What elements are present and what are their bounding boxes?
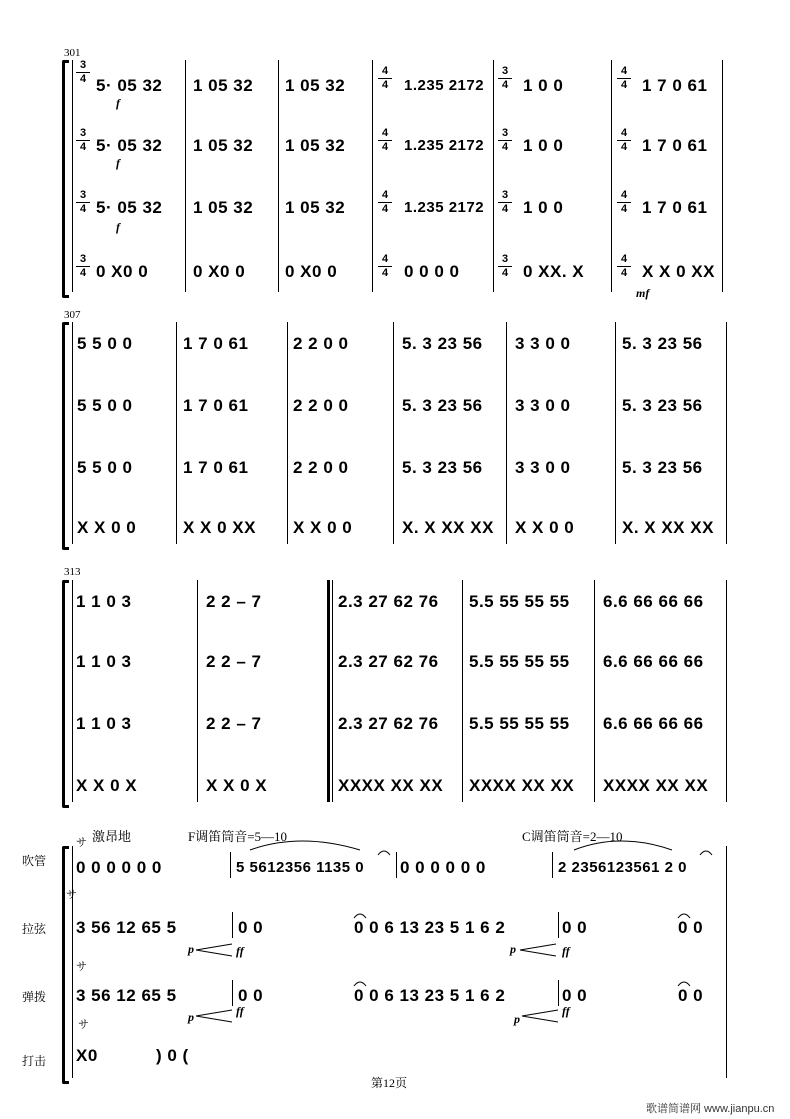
instrument-label: 弹拨 (22, 990, 47, 1004)
time-signature: 3 4 (76, 190, 90, 215)
notation-cell: 1 05 32 (285, 198, 346, 217)
notation-cell: 0 0 (678, 986, 704, 1005)
barline (230, 852, 231, 878)
notation-cell: 1 7 0 61 (642, 136, 708, 155)
notation-cell: 3 56 12 65 5 (76, 986, 177, 1005)
dynamic-mark: p (188, 942, 194, 956)
notation-cell: 2.3 27 62 76 (338, 714, 439, 733)
notation-cell: X X 0 0 (77, 518, 137, 537)
time-signature: 4 4 (617, 128, 631, 153)
notation-cell: 2.3 27 62 76 (338, 652, 439, 671)
barline (232, 980, 233, 1006)
dynamic-mark: f (116, 96, 120, 110)
crescendo-hairpin (196, 944, 232, 956)
notation-cell: 1 7 0 61 (183, 458, 249, 477)
page-number: 第12页 (371, 1076, 408, 1090)
flute-tuning-heading: C调笛筒音=2—10 (522, 829, 623, 844)
notation-cell: 0 0 6 13 23 5 1 6 2 (354, 918, 506, 937)
dynamic-mark: ff (562, 944, 570, 958)
flute-tuning-heading: F调笛筒音=5—10 (188, 829, 288, 844)
notation-cell: 2 2 0 0 (293, 334, 349, 353)
instrument-label: 打击 (22, 1054, 47, 1068)
notation-cell: 5 5612356 1135 0 (236, 859, 365, 876)
notation-cell: 1 1 0 3 (76, 592, 132, 611)
notation-cell: X0 (76, 1046, 98, 1065)
notation-cell: 0 0 (678, 918, 704, 937)
notation-cell: 2 2 – 7 (206, 714, 262, 733)
notation-cell: 1.235 2172 (404, 199, 485, 216)
notation-cell: X X 0 X (76, 776, 138, 795)
notation-cell: 5.5 55 55 55 (469, 652, 570, 671)
barline (726, 580, 727, 802)
notation-cell: 1 7 0 61 (183, 396, 249, 415)
time-signature: 3 4 (498, 128, 512, 153)
notation-cell: 6.6 66 66 66 (603, 714, 704, 733)
time-signature: 4 4 (617, 190, 631, 215)
crescendo-hairpin (520, 944, 556, 956)
notation-cell: 0 X0 0 (285, 262, 338, 281)
notation-cell: 0 0 0 0 0 0 (76, 858, 162, 877)
notation-cell: 0 0 (562, 918, 588, 937)
dynamic-mark: ff (562, 1004, 570, 1018)
notation-cell: 5 5 0 0 (77, 396, 133, 415)
barline (72, 580, 73, 802)
notation-cell: 1 7 0 61 (642, 76, 708, 95)
dynamic-mark: ff (236, 944, 244, 958)
dynamic-mark: f (116, 220, 120, 234)
notation-cell: 1 05 32 (193, 136, 254, 155)
dynamic-mark: p (514, 1012, 520, 1026)
crescendo-hairpin (196, 1010, 232, 1022)
notation-cell: XXXX XX XX (603, 776, 709, 795)
barline (722, 60, 723, 292)
notation-cell: 1 05 32 (285, 136, 346, 155)
notation-cell: X X 0 0 (293, 518, 353, 537)
barline (462, 580, 463, 802)
notation-cell: 1 0 0 (523, 198, 564, 217)
free-tempo-mark: サ (66, 889, 77, 901)
notation-cell: 1 05 32 (285, 76, 346, 95)
fermata (700, 851, 712, 855)
notation-cell: 2 2 0 0 (293, 396, 349, 415)
system-brace (62, 60, 69, 298)
time-signature: 3 4 (498, 66, 512, 91)
notation-cell: X. X XX XX (402, 518, 494, 537)
tempo-heading: 激昂地 (92, 829, 132, 844)
notation-cell: 0 X0 0 (193, 262, 246, 281)
notation-cell: 1 05 32 (193, 76, 254, 95)
barline (552, 852, 553, 878)
dynamic-mark: ff (236, 1004, 244, 1018)
repeat-barline (327, 580, 330, 802)
time-signature: 3 4 (498, 190, 512, 215)
notation-cell: 0 0 6 13 23 5 1 6 2 (354, 986, 506, 1005)
time-signature: 3 4 (76, 60, 90, 85)
notation-cell: 0 0 (238, 986, 264, 1005)
notation-cell: X X 0 XX (183, 518, 256, 537)
notation-cell: 2 2 – 7 (206, 652, 262, 671)
notation-cell: X X 0 X (206, 776, 268, 795)
notation-cell: 5· 05 32 (96, 76, 163, 95)
system-brace (62, 580, 69, 808)
notation-cell: 1.235 2172 (404, 137, 485, 154)
barline (176, 322, 177, 544)
notation-cell: 2 2 0 0 (293, 458, 349, 477)
barline (506, 322, 507, 544)
notation-cell: X. X XX XX (622, 518, 714, 537)
notation-cell: 5. 3 23 56 (622, 396, 703, 415)
notation-cell: X X 0 XX (642, 262, 715, 281)
notation-cell: 5. 3 23 56 (622, 334, 703, 353)
barline (72, 322, 73, 544)
notation-cell: 5.5 55 55 55 (469, 592, 570, 611)
notation-cell: 6.6 66 66 66 (603, 592, 704, 611)
time-signature: 4 4 (378, 128, 392, 153)
time-signature: 4 4 (617, 254, 631, 279)
barline (726, 322, 727, 544)
notation-cell: 5. 3 23 56 (402, 396, 483, 415)
measure-number: 313 (64, 566, 81, 578)
notation-cell: 5.5 55 55 55 (469, 714, 570, 733)
time-signature: 4 4 (378, 190, 392, 215)
notation-cell: 1 0 0 (523, 76, 564, 95)
time-signature: 4 4 (378, 66, 392, 91)
barline (332, 580, 333, 802)
notation-cell: 1 7 0 61 (642, 198, 708, 217)
time-signature: 3 4 (76, 128, 90, 153)
notation-cell: 0 0 0 0 0 0 (400, 858, 486, 877)
notation-cell: 5· 05 32 (96, 198, 163, 217)
notation-cell: 1 1 0 3 (76, 652, 132, 671)
time-signature: 3 4 (498, 254, 512, 279)
time-signature: 4 4 (378, 254, 392, 279)
notation-cell: 3 3 0 0 (515, 396, 571, 415)
time-signature: 4 4 (617, 66, 631, 91)
free-tempo-mark: サ (78, 1019, 89, 1031)
free-tempo-mark: サ (76, 961, 87, 973)
instrument-label: 吹管 (22, 854, 47, 868)
dynamic-mark: p (510, 942, 516, 956)
crescendo-hairpin (522, 1010, 558, 1022)
dynamic-mark: p (188, 1010, 194, 1024)
notation-cell: 0 XX. X (523, 262, 585, 281)
notation-cell: 0 X0 0 (96, 262, 149, 281)
notation-cell: 2 2 – 7 (206, 592, 262, 611)
notation-cell: 5 5 0 0 (77, 334, 133, 353)
barline (278, 60, 279, 292)
notation-cell: XXXX XX XX (338, 776, 444, 795)
barline (726, 846, 727, 1078)
time-signature: 3 4 (76, 254, 90, 279)
notation-cell: 0 0 (562, 986, 588, 1005)
barline (232, 912, 233, 938)
barline (287, 322, 288, 544)
barline (197, 580, 198, 802)
notation-cell: 2 2356123561 2 0 (558, 859, 687, 876)
notation-cell: 6.6 66 66 66 (603, 652, 704, 671)
watermark: 歌谱简谱网 www.jianpu.cn (646, 1103, 775, 1115)
notation-cell: 1 0 0 (523, 136, 564, 155)
barline (615, 322, 616, 544)
notation-cell: X X 0 0 (515, 518, 575, 537)
barline (396, 852, 397, 878)
barline (493, 60, 494, 292)
barline (558, 912, 559, 938)
notation-cell: 3 3 0 0 (515, 458, 571, 477)
system-brace (62, 322, 69, 550)
notation-cell: 2.3 27 62 76 (338, 592, 439, 611)
free-tempo-mark: サ (76, 837, 87, 849)
notation-cell: 1.235 2172 (404, 77, 485, 94)
barline (594, 580, 595, 802)
notation-cell: 5· 05 32 (96, 136, 163, 155)
barline (72, 60, 73, 292)
system-brace (62, 846, 69, 1084)
barline (393, 322, 394, 544)
measure-number: 301 (64, 47, 81, 59)
notation-cell: 3 3 0 0 (515, 334, 571, 353)
barline (372, 60, 373, 292)
notation-cell: 1 1 0 3 (76, 714, 132, 733)
barline (185, 60, 186, 292)
notation-cell: 0 0 0 0 (404, 262, 460, 281)
measure-number: 307 (64, 309, 81, 321)
notation-cell: 5. 3 23 56 (402, 334, 483, 353)
notation-cell: 3 56 12 65 5 (76, 918, 177, 937)
dynamic-mark: f (116, 156, 120, 170)
fermata (378, 851, 390, 855)
barline (72, 846, 73, 1078)
barline (611, 60, 612, 292)
notation-cell: 5. 3 23 56 (402, 458, 483, 477)
notation-cell: XXXX XX XX (469, 776, 575, 795)
notation-cell: ) 0 ( (156, 1046, 189, 1065)
notation-cell: 1 05 32 (193, 198, 254, 217)
notation-cell: 5 5 0 0 (77, 458, 133, 477)
instrument-label: 拉弦 (22, 922, 47, 936)
notation-cell: 1 7 0 61 (183, 334, 249, 353)
barline (558, 980, 559, 1006)
notation-cell: 0 0 (238, 918, 264, 937)
dynamic-mark: mf (636, 286, 650, 300)
notation-cell: 5. 3 23 56 (622, 458, 703, 477)
